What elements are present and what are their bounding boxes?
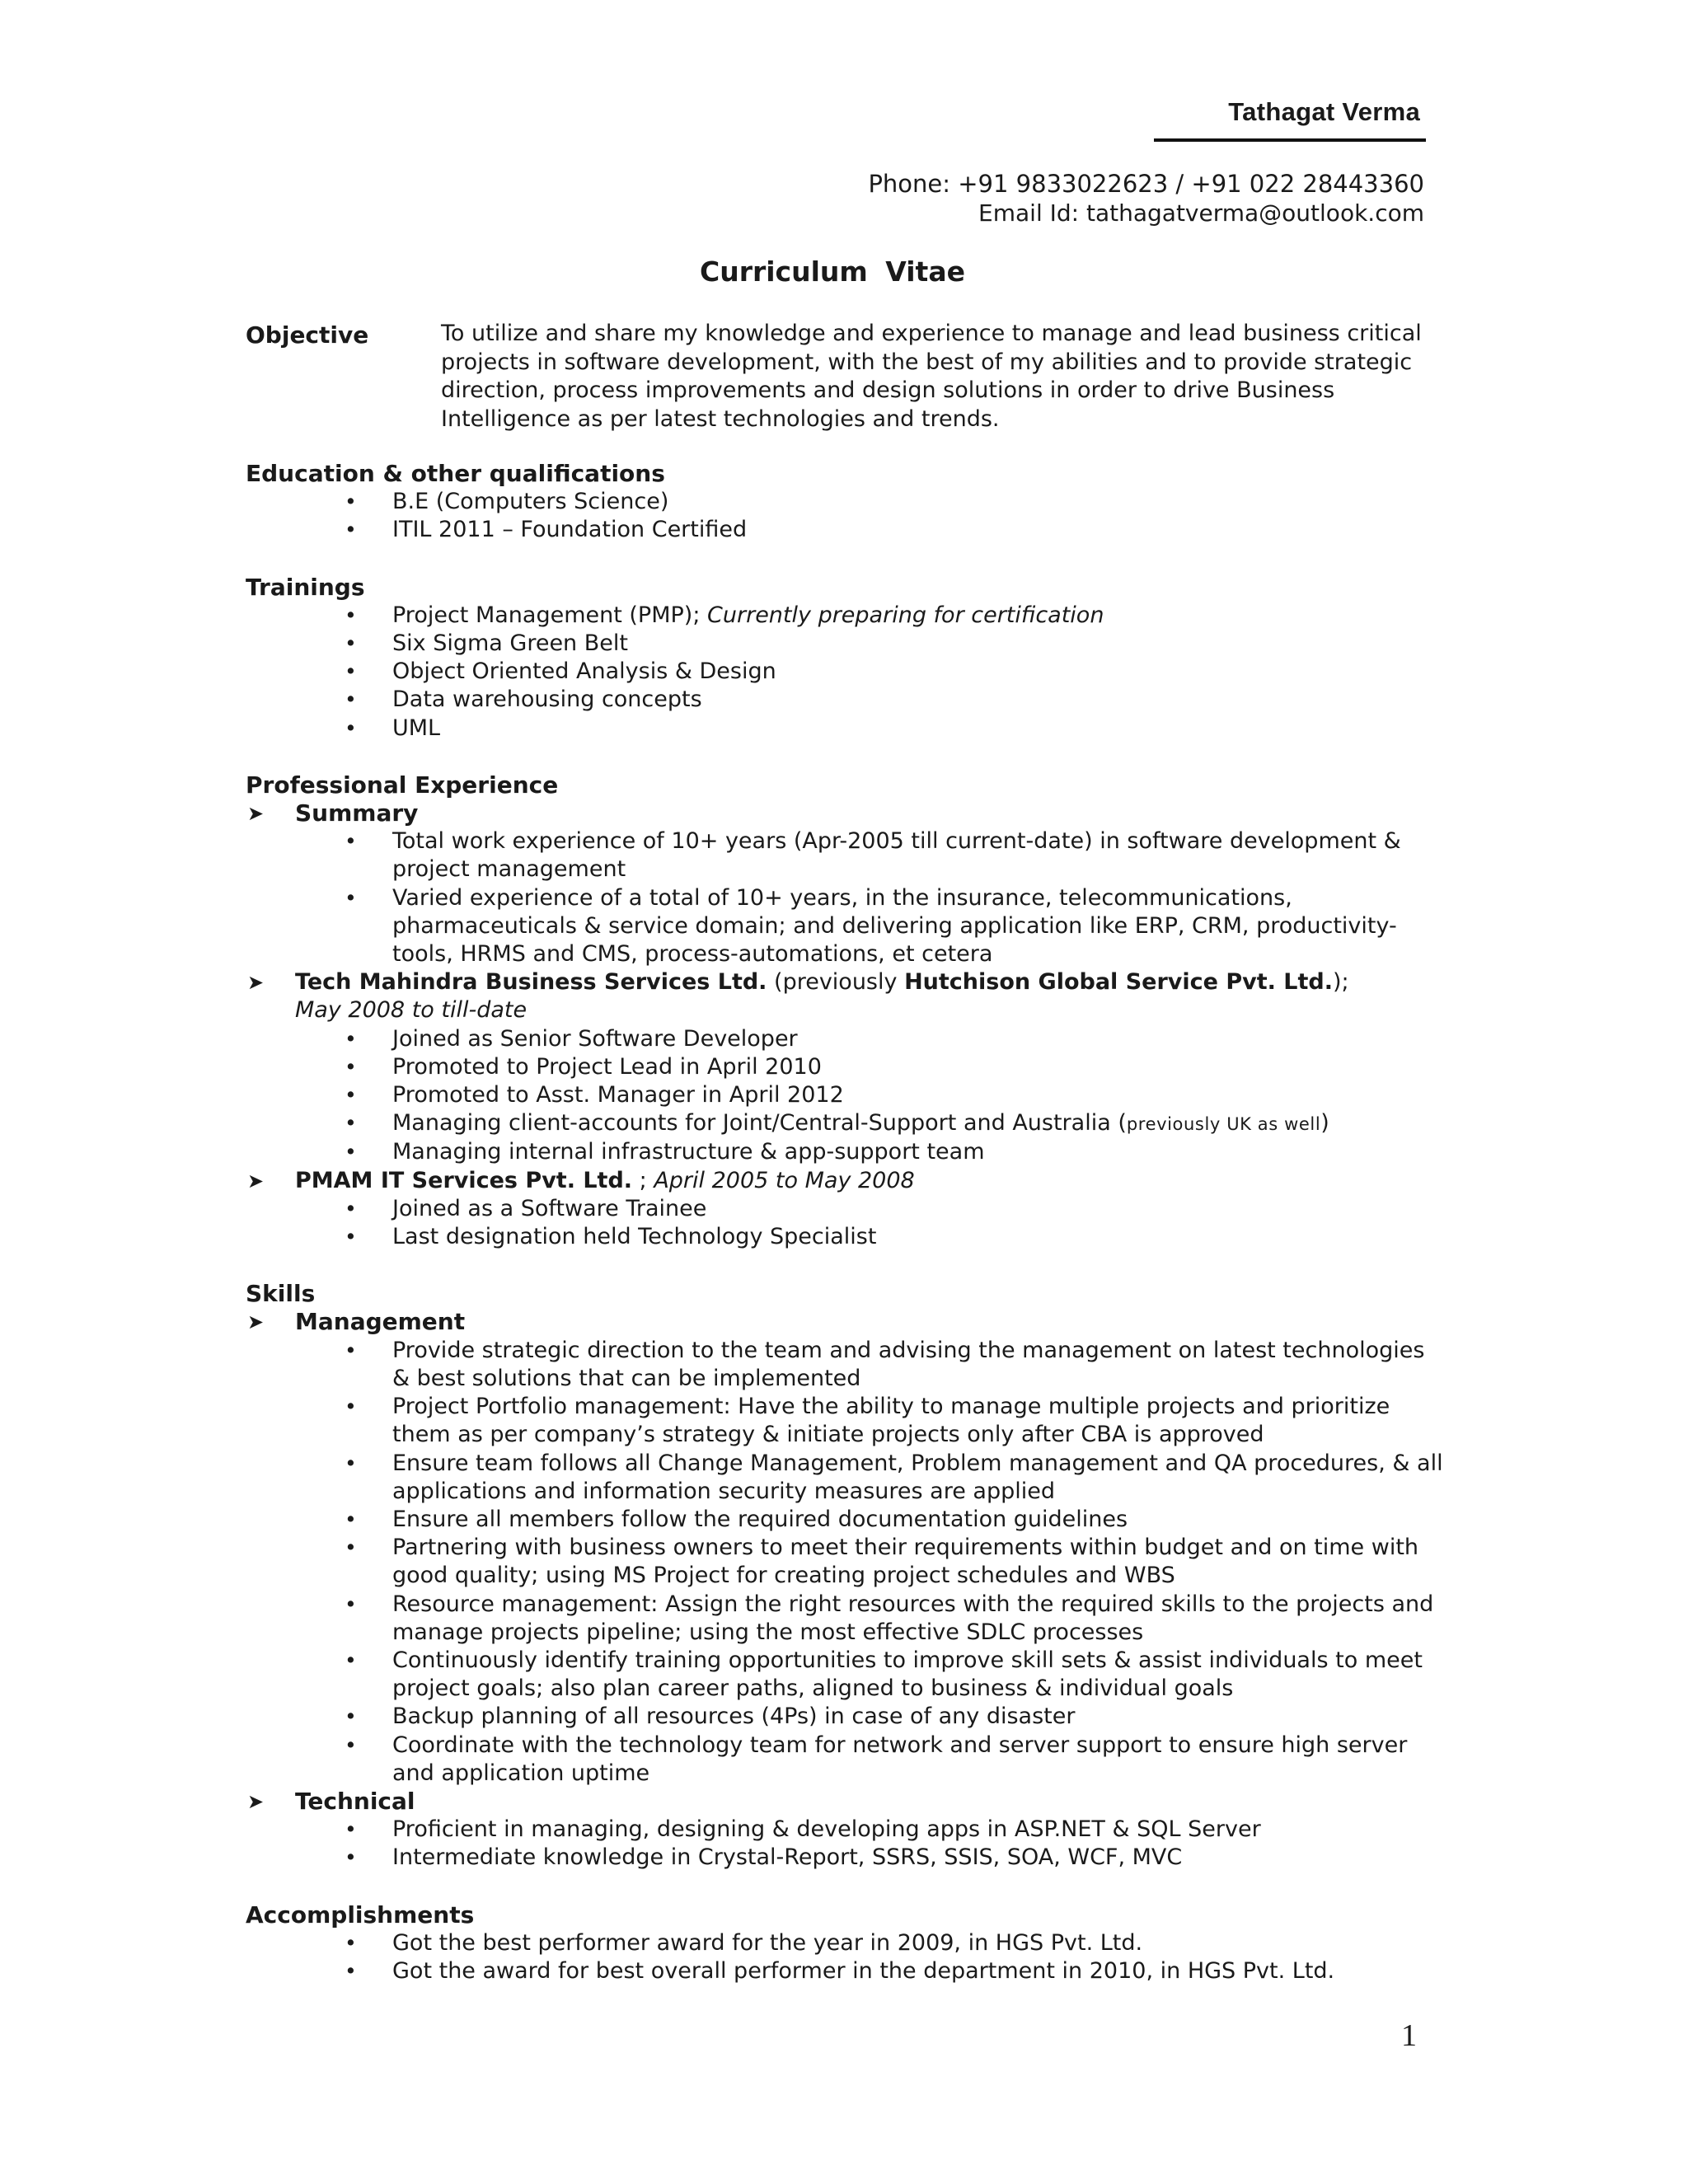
candidate-name: Tathagat Verma xyxy=(1228,97,1420,126)
skills-heading: Skills xyxy=(246,1280,316,1308)
list-item: • Managing internal infrastructure & app-support team xyxy=(392,1138,1449,1166)
list-item xyxy=(392,1109,1449,1138)
arrow-bullet-icon: ➤ xyxy=(247,1169,265,1193)
management-label: Management xyxy=(295,1308,466,1336)
list-item: • UML xyxy=(392,715,1449,743)
list-item: • Partnering with business owners to meet their requirements within budget and on time with good quality; using MS Project for creating project schedules and WBS xyxy=(392,1534,1449,1590)
list-item: • Six Sigma Green Belt xyxy=(392,630,1449,658)
job-pmam xyxy=(246,1167,1449,1195)
accomplishments-list xyxy=(246,1929,1449,1985)
technical-subheading xyxy=(246,1788,1449,1816)
list-item: • Coordinate with the technology team for network and server support to ensure high server and application uptime xyxy=(392,1732,1449,1788)
objective-text: To utilize and share my knowledge and experience to manage and lead business critical projects in software development, with the best of my abilities and to provide strategic direction, process improvements and design solutions in order to drive Business Intelligence as per latest technologies and trends. xyxy=(441,321,1422,432)
arrow-bullet-icon: ➤ xyxy=(247,971,265,995)
list-item: • Ensure all members follow the required documentation guidelines xyxy=(392,1506,1449,1534)
technical-label: Technical xyxy=(295,1787,415,1815)
list-item: • Data warehousing concepts xyxy=(392,686,1449,714)
management-list xyxy=(246,1337,1449,1788)
objective-label: Objective xyxy=(246,321,369,349)
job2-list xyxy=(246,1195,1449,1251)
punctuation: ; xyxy=(632,1167,654,1193)
list-item: • Last designation held Technology Specialist xyxy=(392,1223,1449,1251)
list-item xyxy=(392,602,1449,630)
list-item: • Got the best performer award for the year in 2009, in HGS Pvt. Ltd. xyxy=(392,1929,1449,1957)
summary-subheading xyxy=(246,799,1449,827)
list-item: • Object Oriented Analysis & Design xyxy=(392,658,1449,686)
job-dates: May 2008 to till-date xyxy=(295,997,528,1024)
list-item: • Intermediate knowledge in Crystal-Report, SSRS, SSIS, SOA, WCF, MVC xyxy=(392,1844,1449,1872)
job-tech-mahindra xyxy=(246,968,1449,996)
previous-company: Hutchison Global Service Pvt. Ltd. xyxy=(904,969,1333,996)
list-item: • Continuously identify training opportunities to improve skill sets & assist individuals to meet project goals; also plan career paths, aligned to business & individual goals xyxy=(392,1647,1449,1703)
experience-heading: Professional Experience xyxy=(246,771,559,799)
list-item: • Joined as Senior Software Developer xyxy=(392,1025,1449,1053)
education-list xyxy=(246,488,1449,544)
punctuation: ); xyxy=(1333,969,1349,996)
list-item: • ITIL 2011 – Foundation Certified xyxy=(392,516,1449,544)
managing-text: Managing client-accounts for Joint/Central-Support and Australia ( xyxy=(392,1110,1127,1137)
previously-label: (previously xyxy=(774,969,898,996)
list-item: • Backup planning of all resources (4Ps) in case of any disaster xyxy=(392,1703,1449,1731)
job-dates: April 2005 to May 2008 xyxy=(654,1167,915,1193)
list-item: • Got the award for best overall performer in the department in 2010, in HGS Pvt. Ltd. xyxy=(392,1957,1449,1985)
summary-label: Summary xyxy=(295,799,419,827)
list-item: • Proficient in managing, designing & developing apps in ASP.NET & SQL Server xyxy=(392,1816,1449,1844)
punctuation: ) xyxy=(1320,1110,1329,1137)
list-item: • Total work experience of 10+ years (Apr-2005 till current-date) in software development & project management xyxy=(392,827,1449,883)
phone-line: Phone: +91 9833022623 / +91 022 28443360 xyxy=(868,170,1424,198)
list-item: • Promoted to Asst. Manager in April 2012 xyxy=(392,1081,1449,1109)
pmp-text: Project Management (PMP); xyxy=(392,602,701,628)
cv-body xyxy=(246,460,1449,1985)
managing-note: previously UK as well xyxy=(1126,1114,1321,1135)
company-name: Tech Mahindra Business Services Ltd. xyxy=(295,969,767,996)
email-line: Email Id: tathagatverma@outlook.com xyxy=(978,199,1424,227)
pmp-note: Currently preparing for certification xyxy=(707,602,1104,628)
list-item: • Joined as a Software Trainee xyxy=(392,1195,1449,1223)
list-item: • Project Portfolio management: Have the ability to manage multiple projects and prioritize them as per company’s strategy & initiate projects only after CBA is approved xyxy=(392,1393,1449,1449)
technical-list xyxy=(246,1816,1449,1872)
list-item: • B.E (Computers Science) xyxy=(392,488,1449,516)
management-subheading xyxy=(246,1308,1449,1336)
arrow-bullet-icon: ➤ xyxy=(247,1310,265,1334)
summary-list xyxy=(246,827,1449,968)
list-item: • Varied experience of a total of 10+ years, in the insurance, telecommunications, pharmaceuticals & service domain; and delivering application like ERP, CRM, productivity-tools, HRMS and CMS, process-automations, et cetera xyxy=(392,884,1449,969)
list-item: • Provide strategic direction to the team and advising the management on latest technologies & best solutions that can be implemented xyxy=(392,1337,1449,1393)
accomplishments-heading: Accomplishments xyxy=(246,1900,475,1929)
arrow-bullet-icon: ➤ xyxy=(247,802,265,826)
company-name: PMAM IT Services Pvt. Ltd. xyxy=(295,1167,633,1193)
contact-block xyxy=(868,169,1424,228)
job1-list xyxy=(246,1025,1449,1167)
arrow-bullet-icon: ➤ xyxy=(247,1789,265,1813)
education-heading: Education & other qualifications xyxy=(246,460,665,487)
trainings-list xyxy=(246,602,1449,743)
trainings-heading: Trainings xyxy=(246,573,365,601)
list-item: • Promoted to Project Lead in April 2010 xyxy=(392,1053,1449,1081)
page-title: Curriculum Vitae xyxy=(699,255,965,288)
page-number: 1 xyxy=(1401,2018,1417,2053)
name-underline xyxy=(1154,138,1426,142)
list-item: • Ensure team follows all Change Management, Problem management and QA procedures, & all applications and information security measures are applied xyxy=(392,1450,1449,1506)
list-item: • Resource management: Assign the right resources with the required skills to the projects and manage projects pipeline; using the most effective SDLC processes xyxy=(392,1591,1449,1647)
